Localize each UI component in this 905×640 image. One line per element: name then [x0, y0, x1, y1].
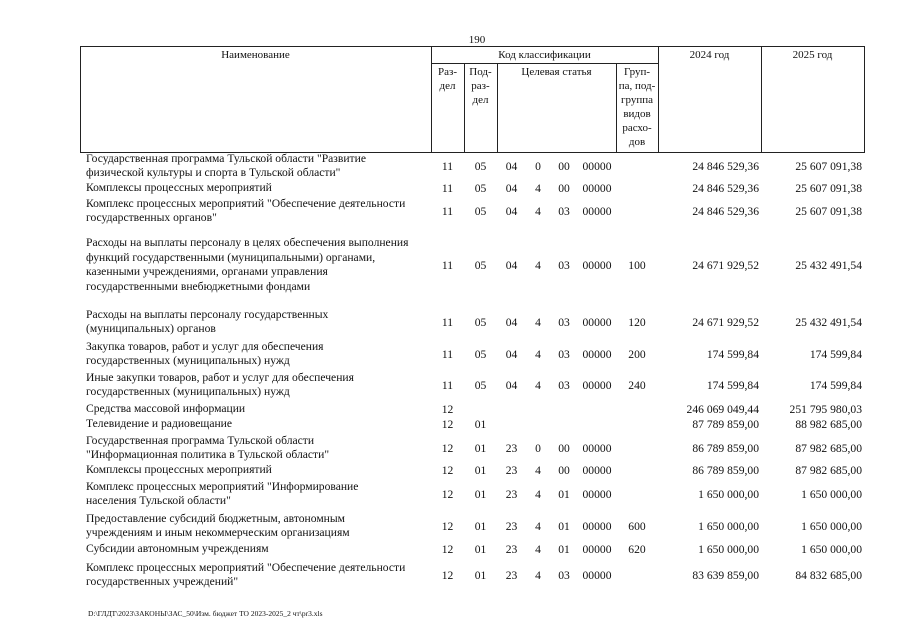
header-border [658, 47, 659, 152]
row-code-ts2: 0 [535, 159, 541, 173]
row-code-prz: 05 [474, 258, 487, 272]
row-code-vr [616, 433, 658, 463]
row-code-ts1: 23 [505, 441, 518, 455]
row-code-ts4: 00000 [582, 258, 612, 272]
row-amount-2025: 1 650 000,00 [801, 487, 862, 501]
row-code-ts2: 4 [535, 464, 541, 477]
row-name: Закупка товаров, работ и услуг для обеспечения государственных (муниципальных) нужд [86, 339, 324, 367]
row-amount-2025: 174 599,84 [809, 378, 862, 392]
row-name: Расходы на выплаты персоналу в целях обеспечения выполнения функций государственными (муниципальными) органами, казенными учреждениями, органами управления государственными внебюджетными фондами [86, 236, 409, 293]
row-code-vr [616, 463, 658, 478]
row-code-vr: 240 [628, 378, 646, 392]
row-code-ts1 [497, 402, 526, 417]
row-code-rz: 11 [441, 378, 454, 392]
row-code-ts2: 4 [535, 568, 541, 582]
table-row [80, 433, 865, 463]
header-border [864, 47, 865, 152]
row-code-ts3 [550, 417, 578, 432]
row-name: Предоставление субсидий бюджетным, автономным учреждениям и иным некоммерческим организациям [86, 511, 350, 539]
row-code-ts2: 4 [535, 315, 541, 329]
row-amount-2024: 86 789 859,00 [692, 464, 759, 477]
row-code-ts1 [497, 417, 526, 432]
row-amount-2025: 1 650 000,00 [801, 543, 862, 556]
row-code-rz: 11 [441, 159, 454, 173]
row-code-ts1: 23 [505, 487, 518, 501]
row-amount-2025: 25 607 091,38 [795, 204, 862, 218]
row-amount-2024: 24 846 529,36 [692, 204, 759, 218]
row-code-ts1: 04 [505, 159, 518, 173]
row-code-ts3: 03 [558, 204, 570, 218]
row-code-ts3: 01 [558, 543, 570, 556]
row-amount-2024: 83 639 859,00 [692, 568, 759, 582]
row-code-ts4: 00000 [582, 441, 612, 455]
table-header [80, 46, 865, 153]
row-name: Комплекс процессных мероприятий "Обеспечение деятельности государственных органов" [86, 196, 406, 224]
row-amount-2024: 86 789 859,00 [692, 441, 759, 455]
row-code-vr: 100 [628, 258, 646, 272]
row-code-ts1: 04 [505, 347, 518, 361]
row-amount-2025: 25 607 091,38 [795, 159, 862, 173]
file-path-footer: D:\ГЛДТ\2023\ЗАКОНЫ\ЗАС_50\Изм. бюджет ТО 2023-2025_2 чт\pr3.xls [88, 609, 323, 618]
row-code-ts1: 04 [505, 182, 518, 195]
row-code-ts1: 23 [505, 464, 518, 477]
row-amount-2024: 24 671 929,52 [692, 315, 759, 329]
row-code-rz: 11 [441, 182, 454, 195]
row-code-vr [616, 417, 658, 432]
row-code-ts2: 4 [535, 258, 541, 272]
row-code-ts3: 00 [558, 182, 570, 195]
row-code-ts1: 04 [505, 258, 518, 272]
header-target: Целевая статья [521, 66, 592, 78]
row-code-prz: 05 [474, 159, 487, 173]
row-code-ts4 [578, 417, 616, 432]
table-row [80, 233, 865, 297]
row-amount-2025: 25 432 491,54 [795, 315, 862, 329]
table-row [80, 463, 865, 478]
row-amount-2025: 25 607 091,38 [795, 182, 862, 195]
table-row [80, 307, 865, 337]
row-code-prz: 05 [474, 378, 487, 392]
row-code-ts3: 03 [558, 315, 570, 329]
header-border [80, 47, 81, 152]
row-code-ts2: 4 [535, 543, 541, 556]
row-name: Комплексы процессных мероприятий [86, 181, 272, 195]
row-code-rz: 12 [441, 403, 454, 416]
row-code-ts4: 00000 [582, 543, 612, 556]
row-name: Комплекс процессных мероприятий "Обеспечение деятельности государственных учреждений" [86, 560, 406, 588]
row-amount-2024: 24 846 529,36 [692, 159, 759, 173]
header-border [761, 47, 762, 152]
page-number: 190 [468, 34, 486, 46]
row-amount-2024: 174 599,84 [706, 347, 759, 361]
row-code-prz: 05 [474, 347, 487, 361]
row-amount-2025: 87 982 685,00 [795, 441, 862, 455]
row-code-ts3: 03 [558, 258, 570, 272]
row-code-ts3: 01 [558, 487, 570, 501]
row-code-ts3: 03 [558, 568, 570, 582]
row-code-rz: 12 [441, 464, 454, 477]
row-code-rz: 12 [441, 418, 454, 431]
row-code-ts3: 00 [558, 464, 570, 477]
table-row [80, 151, 865, 181]
row-code-ts4: 00000 [582, 315, 612, 329]
row-amount-2025: 88 982 685,00 [795, 418, 862, 431]
row-name: Телевидение и радиовещание [86, 417, 233, 431]
row-amount-2024: 1 650 000,00 [698, 543, 759, 556]
row-amount-2025: 251 795 980,03 [789, 403, 862, 416]
row-code-rz: 11 [441, 315, 454, 329]
row-code-prz: 01 [474, 487, 487, 501]
row-code-ts2: 4 [535, 347, 541, 361]
row-code-ts2 [526, 402, 550, 417]
row-name: Субсидии автономным учреждениям [86, 542, 269, 556]
row-code-prz: 05 [474, 204, 487, 218]
row-name: Комплексы процессных мероприятий [86, 463, 272, 477]
row-code-ts4: 00000 [582, 159, 612, 173]
row-code-rz: 11 [441, 258, 454, 272]
row-code-ts4: 00000 [582, 487, 612, 501]
row-name: Средства массовой информации [86, 402, 246, 416]
row-code-prz: 01 [474, 568, 487, 582]
row-code-vr: 120 [628, 315, 646, 329]
row-code-ts3: 03 [558, 378, 570, 392]
row-code-ts2: 4 [535, 519, 541, 533]
header-podrazdel: Под- раз- дел [469, 66, 492, 106]
row-name: Иные закупки товаров, работ и услуг для обеспечения государственных (муниципальных) нужд [86, 370, 354, 398]
row-code-ts3: 00 [558, 441, 570, 455]
row-amount-2025: 25 432 491,54 [795, 258, 862, 272]
row-amount-2024: 1 650 000,00 [698, 487, 759, 501]
row-code-ts4: 00000 [582, 464, 612, 477]
row-code-vr: 600 [628, 519, 646, 533]
row-code-rz: 12 [441, 441, 454, 455]
row-amount-2025: 87 982 685,00 [795, 464, 862, 477]
row-code-prz: 01 [474, 418, 487, 431]
row-code-ts4: 00000 [582, 347, 612, 361]
table-row [80, 370, 865, 400]
row-code-vr [616, 196, 658, 226]
row-code-ts3: 00 [558, 159, 570, 173]
row-code-prz: 05 [474, 182, 487, 195]
table-row [80, 560, 865, 590]
header-name: Наименование [221, 49, 290, 61]
header-group: Груп- па, под- группа видов расхо- дов [618, 66, 656, 148]
row-code-ts2: 4 [535, 182, 541, 195]
row-code-ts2 [526, 417, 550, 432]
row-amount-2025: 1 650 000,00 [801, 519, 862, 533]
row-code-prz: 01 [474, 464, 487, 477]
header-razdel: Раз- дел [437, 66, 457, 92]
row-code-vr [616, 479, 658, 509]
row-code-ts2: 4 [535, 204, 541, 218]
row-code-ts1: 23 [505, 568, 518, 582]
header-year-2025: 2025 год [792, 49, 833, 61]
row-code-prz: 05 [474, 315, 487, 329]
row-code-ts4: 00000 [582, 204, 612, 218]
row-code-vr [616, 181, 658, 196]
table-row [80, 417, 865, 432]
row-code-ts4: 00000 [582, 568, 612, 582]
table-row [80, 479, 865, 509]
row-code-ts2: 4 [535, 378, 541, 392]
row-name: Государственная программа Тульской области "Развитие физической культуры и спорта в Тульской области" [86, 151, 366, 179]
row-name: Комплекс процессных мероприятий "Информирование населения Тульской области" [86, 479, 359, 507]
row-code-ts3 [550, 402, 578, 417]
row-code-rz: 12 [441, 487, 454, 501]
row-code-ts4: 00000 [582, 378, 612, 392]
row-code-rz: 12 [441, 519, 454, 533]
row-name: Государственная программа Тульской области "Информационная политика в Тульской области" [86, 433, 330, 461]
row-code-ts4: 00000 [582, 519, 612, 533]
row-code-vr [616, 560, 658, 590]
row-code-ts1: 04 [505, 204, 518, 218]
row-amount-2024: 24 671 929,52 [692, 258, 759, 272]
row-code-prz: 01 [474, 441, 487, 455]
row-amount-2024: 1 650 000,00 [698, 519, 759, 533]
row-code-ts3: 01 [558, 519, 570, 533]
row-code-rz: 12 [441, 568, 454, 582]
row-code-ts1: 23 [505, 519, 518, 533]
row-code-ts1: 04 [505, 315, 518, 329]
row-name: Расходы на выплаты персоналу государственных (муниципальных) органов [86, 307, 329, 335]
row-code-ts4: 00000 [582, 182, 612, 195]
row-code-vr: 200 [628, 347, 646, 361]
row-code-rz: 11 [441, 204, 454, 218]
row-code-vr [616, 402, 658, 417]
row-code-ts4 [578, 402, 616, 417]
table-row [80, 402, 865, 417]
row-code-ts2: 4 [535, 487, 541, 501]
table-row [80, 181, 865, 196]
row-amount-2024: 174 599,84 [706, 378, 759, 392]
row-code-rz: 11 [441, 347, 454, 361]
row-code-ts3: 03 [558, 347, 570, 361]
row-code-ts1: 23 [505, 543, 518, 556]
row-code-vr [616, 151, 658, 181]
table-row [80, 542, 865, 557]
row-code-vr: 620 [628, 543, 646, 556]
row-amount-2024: 246 069 049,44 [686, 403, 759, 416]
header-code: Код классификации [498, 49, 591, 61]
table-row [80, 511, 865, 541]
row-code-prz: 01 [474, 519, 487, 533]
row-amount-2025: 84 832 685,00 [795, 568, 862, 582]
table-row [80, 339, 865, 369]
header-year-2024: 2024 год [689, 49, 730, 61]
row-code-prz [464, 402, 497, 417]
row-code-rz: 12 [441, 543, 454, 556]
row-code-ts2: 0 [535, 441, 541, 455]
row-amount-2025: 174 599,84 [809, 347, 862, 361]
row-amount-2024: 24 846 529,36 [692, 182, 759, 195]
table-row [80, 196, 865, 226]
header-border [431, 63, 658, 64]
row-code-ts1: 04 [505, 378, 518, 392]
row-code-prz: 01 [474, 543, 487, 556]
row-amount-2024: 87 789 859,00 [692, 418, 759, 431]
